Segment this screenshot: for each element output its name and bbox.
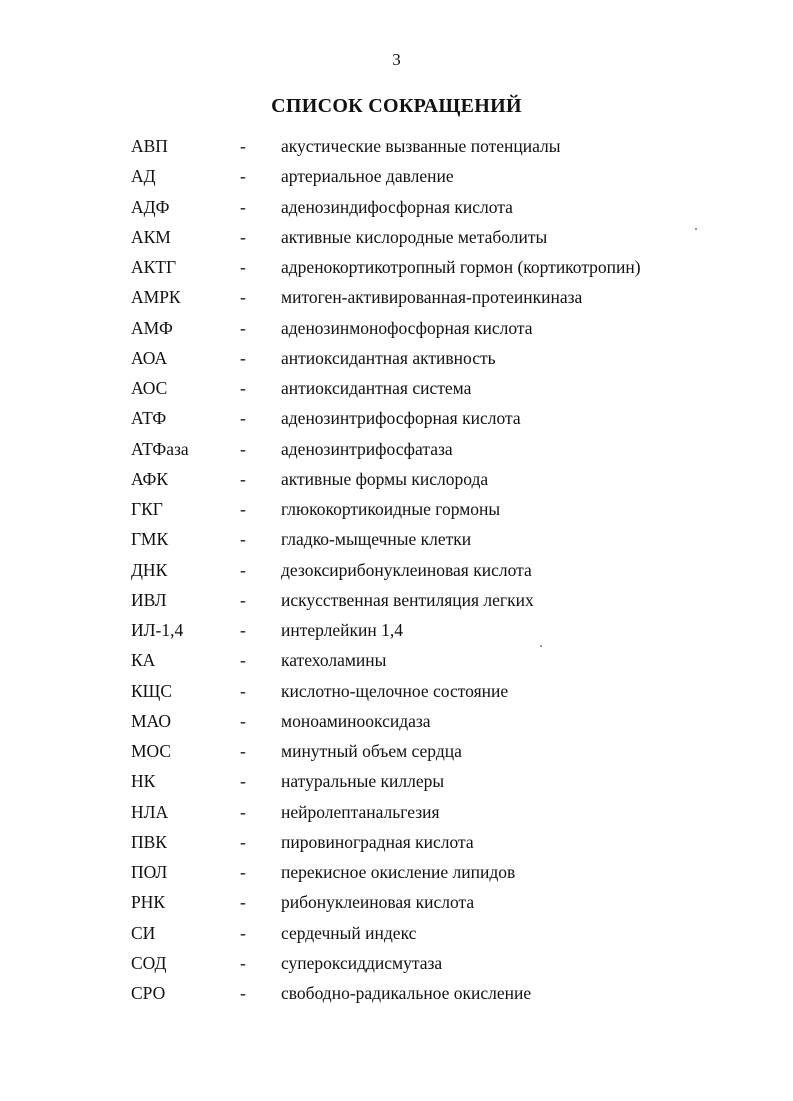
page-number: 3 <box>392 50 401 69</box>
abbreviation-row <box>0 192 793 222</box>
separator-dash: - <box>240 589 246 610</box>
abbreviation-definition: аденозинтрифосфатаза <box>281 438 453 459</box>
abbreviation-term: ИВЛ <box>131 589 167 610</box>
abbreviation-definition: активные формы кислорода <box>281 468 489 489</box>
abbreviation-term: ИЛ-1,4 <box>131 620 184 640</box>
separator-dash: - <box>240 922 246 943</box>
abbreviation-row <box>0 827 793 857</box>
abbreviation-term: АОА <box>131 347 168 368</box>
abbreviation-definition: антиоксидантная система <box>281 378 472 398</box>
separator-dash: - <box>240 862 246 882</box>
abbreviation-row <box>0 555 793 585</box>
abbreviation-definition: дезоксирибонуклеиновая кислота <box>281 559 532 580</box>
separator-dash: - <box>240 831 246 852</box>
abbreviation-row <box>0 676 793 706</box>
abbreviation-row <box>0 615 793 645</box>
abbreviation-term: АД <box>131 166 156 187</box>
abbreviation-row <box>0 585 793 615</box>
separator-dash: - <box>240 257 246 277</box>
abbreviation-term: АТФ <box>131 408 167 429</box>
abbreviation-row <box>0 736 793 766</box>
abbreviation-definition: пировиноградная кислота <box>281 831 474 852</box>
separator-dash: - <box>240 136 246 156</box>
abbreviation-row <box>0 373 793 403</box>
abbreviation-row <box>0 464 793 494</box>
abbreviation-definition: искусственная вентиляция легких <box>281 589 534 610</box>
separator-dash: - <box>240 983 246 1003</box>
separator-dash: - <box>240 771 246 792</box>
abbreviation-definition: рибонуклеиновая кислота <box>281 892 475 913</box>
separator-dash: - <box>240 438 246 459</box>
separator-dash: - <box>240 892 246 913</box>
separator-dash: - <box>240 347 246 368</box>
abbreviation-definition: минутный объем сердца <box>281 741 462 761</box>
abbreviation-definition: перекисное окисление липидов <box>281 862 516 882</box>
abbreviation-definition: кислотно-щелочное состояние <box>281 680 509 701</box>
abbreviation-definition: свободно-радикальное окисление <box>281 983 532 1003</box>
abbreviation-row <box>0 282 793 312</box>
abbreviation-definition: интерлейкин 1,4 <box>281 620 404 640</box>
abbreviation-row <box>0 706 793 736</box>
abbreviation-definition: натуральные киллеры <box>281 771 445 792</box>
abbreviation-definition: глюкокортикоидные гормоны <box>281 499 501 519</box>
abbreviation-row <box>0 645 793 675</box>
abbreviation-row <box>0 161 793 191</box>
abbreviation-list <box>0 131 793 1008</box>
abbreviation-definition: супероксиддисмутаза <box>281 952 443 973</box>
scan-speck <box>695 228 697 230</box>
abbreviation-definition: гладко-мыщечные клетки <box>281 529 472 550</box>
separator-dash: - <box>240 801 246 822</box>
abbreviation-term: АОС <box>131 378 168 398</box>
abbreviation-row <box>0 131 793 161</box>
abbreviation-term: КЩС <box>131 680 172 701</box>
separator-dash: - <box>240 559 246 580</box>
separator-dash: - <box>240 287 246 308</box>
abbreviation-definition: катехоламины <box>281 650 387 671</box>
abbreviation-term: ГКГ <box>131 499 163 519</box>
abbreviation-definition: адренокортикотропный гормон (кортикотропин) <box>281 257 641 277</box>
separator-dash: - <box>240 317 246 338</box>
abbreviation-term: АДФ <box>131 196 170 217</box>
abbreviation-definition: митоген-активированная-протеинкиназа <box>281 287 583 308</box>
abbreviation-row <box>0 524 793 554</box>
abbreviation-term: АМРК <box>131 287 181 308</box>
abbreviation-row <box>0 948 793 978</box>
abbreviation-term: СРО <box>131 983 166 1003</box>
abbreviation-term: АКМ <box>131 226 171 247</box>
abbreviation-row <box>0 343 793 373</box>
abbreviation-row <box>0 857 793 887</box>
abbreviation-term: АМФ <box>131 317 173 338</box>
separator-dash: - <box>240 529 246 550</box>
abbreviation-row <box>0 313 793 343</box>
abbreviation-term: СОД <box>131 952 167 973</box>
separator-dash: - <box>240 408 246 429</box>
abbreviation-term: ПОЛ <box>131 862 168 882</box>
abbreviation-definition: аденозинмонофосфорная кислота <box>281 317 533 338</box>
abbreviation-row <box>0 252 793 282</box>
abbreviation-definition: артериальное давление <box>281 166 454 187</box>
abbreviation-definition: аденозиндифосфорная кислота <box>281 196 513 217</box>
abbreviation-term: МОС <box>131 741 172 761</box>
separator-dash: - <box>240 166 246 187</box>
abbreviation-term: ПВК <box>131 831 167 852</box>
abbreviation-term: ДНК <box>131 559 168 580</box>
separator-dash: - <box>240 378 246 398</box>
abbreviation-row <box>0 403 793 433</box>
separator-dash: - <box>240 226 246 247</box>
separator-dash: - <box>240 680 246 701</box>
separator-dash: - <box>240 952 246 973</box>
abbreviation-term: МАО <box>131 710 171 731</box>
abbreviation-term: НК <box>131 771 156 792</box>
abbreviation-row <box>0 887 793 917</box>
separator-dash: - <box>240 499 246 519</box>
abbreviation-term: ГМК <box>131 529 169 550</box>
abbreviation-row <box>0 222 793 252</box>
page-title: СПИСОК СОКРАЩЕНИЙ <box>271 95 522 117</box>
scan-speck <box>540 645 542 647</box>
abbreviation-definition: моноаминооксидаза <box>281 710 431 731</box>
abbreviation-row <box>0 766 793 796</box>
abbreviation-row <box>0 434 793 464</box>
separator-dash: - <box>240 650 246 671</box>
separator-dash: - <box>240 710 246 731</box>
abbreviation-term: КА <box>131 650 156 671</box>
abbreviation-term: АФК <box>131 468 169 489</box>
separator-dash: - <box>240 620 246 640</box>
abbreviation-term: АВП <box>131 136 168 156</box>
abbreviation-term: СИ <box>131 922 156 943</box>
separator-dash: - <box>240 468 246 489</box>
abbreviation-definition: сердечный индекс <box>281 922 417 943</box>
abbreviation-term: НЛА <box>131 801 169 822</box>
abbreviation-row <box>0 494 793 524</box>
abbreviation-definition: акустические вызванные потенциалы <box>281 136 561 156</box>
separator-dash: - <box>240 741 246 761</box>
abbreviation-definition: антиоксидантная активность <box>281 347 496 368</box>
separator-dash: - <box>240 196 246 217</box>
abbreviation-definition: аденозинтрифосфорная кислота <box>281 408 521 429</box>
abbreviation-row <box>0 978 793 1008</box>
abbreviation-row <box>0 918 793 948</box>
abbreviation-definition: активные кислородные метаболиты <box>281 226 548 247</box>
abbreviation-definition: нейролептанальгезия <box>281 801 440 822</box>
abbreviation-term: РНК <box>131 892 166 913</box>
abbreviation-term: АТФаза <box>131 438 189 459</box>
abbreviation-row <box>0 797 793 827</box>
abbreviation-term: АКТГ <box>131 257 177 277</box>
